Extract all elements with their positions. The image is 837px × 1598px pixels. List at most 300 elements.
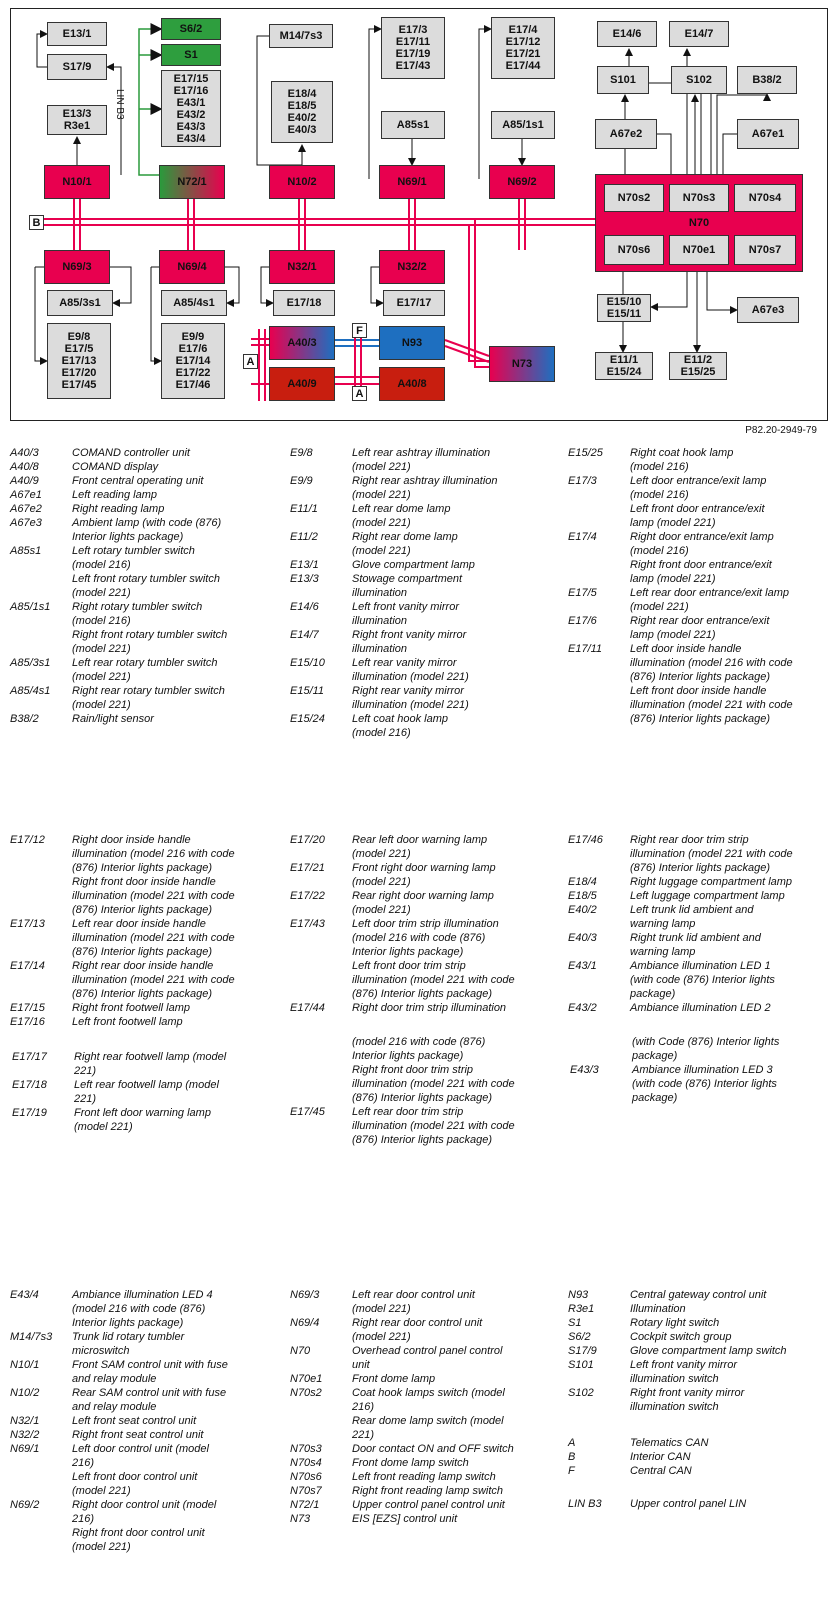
node-a67e3: A67e3 — [737, 297, 799, 323]
legend-code: N93 — [568, 1289, 589, 1301]
wire — [657, 134, 671, 174]
node-a85-1s1: A85/1s1 — [491, 111, 555, 139]
node-e17-4-group: E17/4 E17/12 E17/21 E17/44 — [491, 17, 555, 79]
legend-description: Left door entrance/exit lamp (model 216) Left front door entrance/exit lamp (model 221) — [630, 475, 767, 529]
legend-entry — [290, 833, 562, 861]
legend-description: Ambiance illumination LED 3 (with code (876) Interior lights package) — [632, 1064, 777, 1104]
legend-code: M14/7s3 — [10, 1331, 53, 1343]
node-e18-group: E18/4 E18/5 E40/2 E40/3 — [271, 81, 333, 143]
legend-code: S102 — [568, 1387, 594, 1399]
legend-code: R3e1 — [568, 1303, 595, 1315]
legend-entry — [570, 1063, 837, 1105]
legend-col-4 — [10, 833, 282, 1029]
legend-entry — [568, 1386, 837, 1414]
legend-description: Right rear footwell lamp (model 221) — [74, 1051, 227, 1077]
legend-col-9c — [568, 1497, 837, 1511]
legend-code: A — [568, 1437, 576, 1449]
legend-entry — [568, 1001, 837, 1015]
legend-description: Left rotary tumbler switch (model 216) Left front rotary tumbler switch (model 221) — [72, 545, 220, 599]
node-e11-1-group: E11/1 E15/24 — [595, 352, 653, 380]
legend-code: N69/3 — [290, 1289, 320, 1301]
legend-entry — [568, 875, 837, 889]
legend-entry — [290, 1316, 562, 1344]
node-n70s7: N70s7 — [734, 235, 796, 265]
legend-code: N70s3 — [290, 1443, 322, 1455]
node-e14-7: E14/7 — [669, 21, 729, 47]
node-a85-3s1: A85/3s1 — [47, 290, 113, 316]
legend-description: Illumination — [630, 1303, 686, 1315]
node-e13-1: E13/1 — [47, 22, 107, 46]
legend-description: Right luggage compartment lamp — [630, 876, 793, 888]
legend-code: E43/4 — [10, 1289, 39, 1301]
legend-description: Right rear vanity mirror illumination (model 221) — [352, 685, 469, 711]
legend-code: N70s2 — [290, 1387, 322, 1399]
legend-description: Front central operating unit — [72, 475, 204, 487]
wire — [107, 67, 121, 175]
legend-description: Left door inside handle illumination (model 216 with code (876) Interior lights package) Left front door inside handle illumination (model 221 with code (876) Interior lights package) — [630, 643, 793, 725]
node-n10-2: N10/2 — [269, 165, 335, 199]
node-s102: S102 — [671, 66, 727, 94]
legend-entry — [568, 903, 837, 931]
legend-description: Right rear door entrance/exit lamp (model 221) — [630, 615, 770, 641]
legend-entry — [10, 917, 282, 959]
legend-entry — [568, 1450, 837, 1464]
legend-entry — [10, 1428, 282, 1442]
legend-entry — [10, 474, 282, 488]
legend-entry — [568, 889, 837, 903]
legend-code: A85s1 — [10, 545, 42, 557]
legend-entry — [568, 1358, 837, 1386]
legend-code: E9/9 — [290, 475, 313, 487]
legend-entry — [568, 1497, 837, 1511]
legend-entry — [10, 446, 282, 460]
legend-entry — [10, 656, 282, 684]
legend-description: Interior CAN — [630, 1451, 691, 1463]
legend-code: S17/9 — [568, 1345, 597, 1357]
node-n69-3: N69/3 — [44, 250, 110, 284]
legend-entry — [568, 1464, 837, 1478]
legend-code: N70 — [290, 1345, 311, 1357]
node-n70s4: N70s4 — [734, 184, 796, 212]
legend-entry — [10, 544, 282, 600]
legend-description: Right rear door control unit (model 221) — [352, 1317, 483, 1343]
legend-description: Trunk lid rotary tumbler microswitch — [72, 1331, 185, 1357]
legend-description: Left rear dome lamp (model 221) — [352, 503, 451, 529]
legend-code: S1 — [568, 1317, 582, 1329]
legend-code: E14/7 — [290, 629, 319, 641]
legend-description: Right front footwell lamp — [72, 1002, 190, 1014]
legend-code: E43/2 — [568, 1002, 597, 1014]
legend-entry — [12, 1106, 284, 1134]
legend-entry — [10, 1414, 282, 1428]
legend-description: Rear right door warning lamp (model 221) — [352, 890, 494, 916]
legend-entry — [290, 446, 562, 474]
legend-code: A85/4s1 — [10, 685, 51, 697]
legend-description: Glove compartment lamp — [352, 559, 475, 571]
legend-code: E17/12 — [10, 834, 45, 846]
legend-code: E14/6 — [290, 601, 319, 613]
legend-entry — [10, 1358, 282, 1386]
legend-code: S6/2 — [568, 1331, 591, 1343]
legend-code: E17/46 — [568, 834, 603, 846]
legend-description: Ambiance illumination LED 2 — [630, 1002, 771, 1014]
node-a85-4s1: A85/4s1 — [161, 290, 227, 316]
legend-col-1 — [10, 446, 282, 726]
legend-description: Upper control panel control unit — [352, 1499, 505, 1511]
legend-entry — [290, 1344, 562, 1372]
legend-code: E11/2 — [290, 531, 318, 543]
legend-code: F — [568, 1465, 575, 1477]
legend-code: E43/3 — [570, 1064, 599, 1076]
legend-description: Left rear footwell lamp (model 221) — [74, 1079, 219, 1105]
legend-entry — [10, 516, 282, 544]
figure-reference: P82.20-2949-79 — [745, 425, 817, 436]
legend-entry — [12, 1078, 284, 1106]
legend-code: E11/1 — [290, 503, 318, 515]
legend-description: Right rotary tumbler switch (model 216) Right front rotary tumbler switch (model 221) — [72, 601, 228, 655]
legend-description: Left door control unit (model 216) Left front door control unit (model 221) — [72, 1443, 209, 1497]
legend-entry — [10, 684, 282, 712]
legend-entry — [290, 917, 562, 1001]
legend-entry — [10, 600, 282, 656]
legend-entry — [10, 502, 282, 516]
node-a67e1: A67e1 — [737, 119, 799, 149]
legend-entry — [290, 1035, 562, 1105]
legend-entry — [290, 474, 562, 502]
legend-entry — [568, 1330, 837, 1344]
legend-code — [570, 1035, 632, 1063]
node-e17-17: E17/17 — [383, 290, 445, 316]
legend-description: Left trunk lid ambient and warning lamp — [630, 904, 754, 930]
legend-description: Rear left door warning lamp (model 221) — [352, 834, 488, 860]
legend-code: E17/16 — [10, 1016, 45, 1028]
legend-code: A40/8 — [10, 461, 39, 473]
legend-description: Glove compartment lamp switch — [630, 1345, 787, 1357]
bus-label-a-bottom: A — [352, 386, 367, 401]
legend-code: N32/1 — [10, 1415, 40, 1427]
legend-entry — [290, 712, 562, 740]
legend-entry — [290, 1456, 562, 1470]
node-s101: S101 — [597, 66, 649, 94]
legend-code: E17/6 — [568, 615, 597, 627]
legend-entry — [290, 1442, 562, 1456]
legend-code: E40/2 — [568, 904, 597, 916]
legend-entry — [290, 656, 562, 684]
legend-entry — [290, 861, 562, 889]
legend-entry — [12, 1050, 284, 1078]
legend-description: Right front seat control unit — [72, 1429, 204, 1441]
wire — [479, 29, 491, 179]
legend-description: Left luggage compartment lamp — [630, 890, 785, 902]
legend-description: Right rear door inside handle illumination (model 221 with code (876) Interior lights package) — [72, 960, 235, 1000]
legend-entry — [568, 1302, 837, 1316]
legend-description: Front left door warning lamp (model 221) — [74, 1107, 211, 1133]
legend-entry — [10, 1442, 282, 1498]
node-n69-1: N69/1 — [379, 165, 445, 199]
legend-description: Upper control panel LIN — [630, 1498, 747, 1510]
node-b38-2: B38/2 — [737, 66, 797, 94]
node-e17-18: E17/18 — [273, 290, 335, 316]
legend-entry — [290, 1498, 562, 1512]
legend-description: Right reading lamp — [72, 503, 165, 515]
legend-col-8 — [290, 1288, 562, 1526]
legend-entry — [570, 1035, 837, 1063]
legend-entry — [568, 931, 837, 959]
legend-description: Front right door warning lamp (model 221) — [352, 862, 496, 888]
node-s1: S1 — [161, 44, 221, 66]
legend-entry — [290, 1484, 562, 1498]
can-b-n73 — [469, 225, 489, 361]
legend-entry — [290, 600, 562, 628]
legend-description: Left reading lamp — [72, 489, 157, 501]
legend-description: Right door entrance/exit lamp (model 216) Right front door entrance/exit lamp (model 221) — [630, 531, 774, 585]
legend-description: Telematics CAN — [630, 1437, 709, 1449]
legend-description: Coat hook lamps switch (model 216) Rear dome lamp switch (model 221) — [352, 1387, 505, 1441]
legend-code: A67e1 — [10, 489, 42, 501]
legend-code: E17/43 — [290, 918, 325, 930]
legend-code — [290, 1035, 352, 1105]
legend-code: E15/11 — [290, 685, 325, 697]
legend-description: Left rear door control unit (model 221) — [352, 1289, 475, 1315]
legend-description: Stowage compartment illumination — [352, 573, 463, 599]
legend-entry — [568, 586, 837, 614]
legend-col-6b — [570, 1035, 837, 1105]
legend-description: Right front reading lamp switch — [352, 1485, 504, 1497]
legend-description: Left rear door entrance/exit lamp (model 221) — [630, 587, 789, 613]
node-a40-3: A40/3 — [269, 326, 335, 360]
node-n73: N73 — [489, 346, 555, 382]
legend-code: E17/21 — [290, 862, 325, 874]
legend-description: Right rear ashtray illumination (model 221) — [352, 475, 498, 501]
legend-code: B — [568, 1451, 576, 1463]
legend-description: Right coat hook lamp (model 216) — [630, 447, 734, 473]
node-n69-4: N69/4 — [159, 250, 225, 284]
legend-description: Central CAN — [630, 1465, 692, 1477]
node-n69-2: N69/2 — [489, 165, 555, 199]
legend-entry — [568, 1344, 837, 1358]
legend-code: A85/3s1 — [10, 657, 51, 669]
legend-entry — [568, 1436, 837, 1450]
legend-entry — [290, 889, 562, 917]
lin-b3-label: LIN B3 — [114, 89, 125, 120]
legend-col-2 — [290, 446, 562, 740]
legend-entry — [568, 833, 837, 875]
legend-entry — [10, 1330, 282, 1358]
legend-entry — [10, 488, 282, 502]
legend-description: Left rear ashtray illumination (model 221) — [352, 447, 491, 473]
legend-entry — [10, 1498, 282, 1554]
legend-description: Right rear dome lamp (model 221) — [352, 531, 458, 557]
legend-code: E13/3 — [290, 573, 319, 585]
lin-line — [139, 29, 161, 175]
legend-description: Left rear rotary tumbler switch (model 221) — [72, 657, 218, 683]
legend-code: A85/1s1 — [10, 601, 51, 613]
legend-code: E15/10 — [290, 657, 325, 669]
legend-entry — [10, 460, 282, 474]
node-lin-group: E17/15 E17/16 E43/1 E43/2 E43/3 E43/4 — [161, 70, 221, 147]
wire — [707, 272, 737, 310]
legend-entry — [568, 642, 837, 726]
legend-col-9b — [568, 1436, 837, 1478]
legend-col-4b — [12, 1050, 284, 1134]
legend-entry — [290, 1386, 562, 1442]
node-n32-1: N32/1 — [269, 250, 335, 284]
legend-description: Left front reading lamp switch — [352, 1471, 496, 1483]
legend-code: N10/1 — [10, 1359, 40, 1371]
legend-description: Right door inside handle illumination (model 216 with code (876) Interior lights package) Right front door inside handle illumination (model 221 with code (876) Interior lights package) — [72, 834, 235, 916]
legend-entry — [568, 959, 837, 1001]
legend-entry — [10, 833, 282, 917]
legend-entry — [10, 1001, 282, 1015]
legend-code: N70s6 — [290, 1471, 322, 1483]
node-e13-3: E13/3 R3e1 — [47, 105, 107, 135]
node-e17-3-group: E17/3 E17/11 E17/19 E17/43 — [381, 17, 445, 79]
node-n93: N93 — [379, 326, 445, 360]
legend-code: E17/13 — [10, 918, 45, 930]
node-n70s3: N70s3 — [669, 184, 729, 212]
legend-code: E17/11 — [568, 643, 603, 655]
legend-description: Left rear door trim strip illumination (model 221 with code (876) Interior lights package) — [352, 1106, 515, 1146]
legend-description: Left front footwell lamp — [72, 1016, 183, 1028]
legend-code: E40/3 — [568, 932, 597, 944]
node-e9-8-group: E9/8 E17/5 E17/13 E17/20 E17/45 — [47, 323, 111, 399]
legend-description: Rotary light switch — [630, 1317, 720, 1329]
legend-code: B38/2 — [10, 713, 39, 725]
legend-code: N70s4 — [290, 1457, 322, 1469]
legend-code: A67e2 — [10, 503, 42, 515]
legend-entry — [10, 1288, 282, 1330]
legend-description: Left door trim strip illumination (model 216 with code (876) Interior lights package) Left front door trim strip illumination (model 221 with code (876) Interior lights package) — [352, 918, 515, 1000]
legend-description: COMAND controller unit — [72, 447, 190, 459]
legend-description: Door contact ON and OFF switch — [352, 1443, 514, 1455]
n70-label: N70 — [688, 217, 710, 229]
can-b-n73 — [475, 219, 489, 367]
wire — [37, 34, 47, 67]
legend-entry — [290, 1001, 562, 1015]
legend-description: Ambiance illumination LED 4 (model 216 with code (876) Interior lights package) — [72, 1289, 213, 1329]
legend-code: N73 — [290, 1513, 311, 1525]
legend-description: Left coat hook lamp (model 216) — [352, 713, 449, 739]
legend-description: Left front seat control unit — [72, 1415, 197, 1427]
legend-entry — [290, 1288, 562, 1316]
legend-code: A40/9 — [10, 475, 39, 487]
legend-description: Rear SAM control unit with fuse and relay module — [72, 1387, 227, 1413]
legend-description: Front SAM control unit with fuse and relay module — [72, 1359, 228, 1385]
legend-code: E43/1 — [568, 960, 597, 972]
legend-code: E17/14 — [10, 960, 45, 972]
node-s6-2: S6/2 — [161, 18, 221, 40]
legend-entry — [10, 1015, 282, 1029]
legend-code: E17/4 — [568, 531, 597, 543]
legend-entry — [568, 614, 837, 642]
legend-code: E15/24 — [290, 713, 325, 725]
legend-code: LIN B3 — [568, 1498, 602, 1510]
wire — [110, 267, 131, 303]
bus-label-b: B — [29, 215, 44, 230]
legend-code: E17/18 — [12, 1079, 47, 1091]
legend-entry — [568, 446, 837, 474]
legend-code: E17/20 — [290, 834, 325, 846]
node-m14-7s3: M14/7s3 — [269, 24, 333, 48]
legend-description: Ambiance illumination LED 1 (with code (876) Interior lights package) — [630, 960, 775, 1000]
legend-entry — [290, 1470, 562, 1484]
legend-code: E13/1 — [290, 559, 319, 571]
legend-code: E18/4 — [568, 876, 597, 888]
legend-description: Left front vanity mirror illumination switch — [630, 1359, 737, 1385]
bus-label-f: F — [352, 323, 367, 338]
legend-code: N10/2 — [10, 1387, 40, 1399]
legend-entry — [290, 1105, 562, 1147]
node-n32-2: N32/2 — [379, 250, 445, 284]
legend-description: Left rear door inside handle illumination (model 221 with code (876) Interior lights package) — [72, 918, 235, 958]
legend-entry — [10, 1386, 282, 1414]
legend-entry — [568, 1288, 837, 1302]
node-n70s2: N70s2 — [604, 184, 664, 212]
legend-description: Left rear vanity mirror illumination (model 221) — [352, 657, 469, 683]
legend-description: Right rear rotary tumbler switch (model 221) — [72, 685, 225, 711]
legend-description: Right door trim strip illumination — [352, 1002, 507, 1014]
legend-code: N32/2 — [10, 1429, 40, 1441]
node-e15-10-group: E15/10 E15/11 — [597, 294, 651, 322]
legend-description: Central gateway control unit — [630, 1289, 767, 1301]
legend-code: N72/1 — [290, 1499, 320, 1511]
legend-entry — [568, 474, 837, 530]
legend-code: E17/3 — [568, 475, 597, 487]
legend-entry — [290, 684, 562, 712]
legend-entry — [290, 502, 562, 530]
wiring-diagram — [10, 8, 828, 421]
legend-description: Cockpit switch group — [630, 1331, 732, 1343]
legend-code: E17/45 — [290, 1106, 325, 1118]
legend-code: S101 — [568, 1359, 594, 1371]
legend-code: E17/44 — [290, 1002, 325, 1014]
bus-label-a-left: A — [243, 354, 258, 369]
legend-entry — [568, 530, 837, 586]
legend-col-6 — [568, 833, 837, 1015]
wire — [225, 267, 239, 303]
legend-description: EIS [EZS] control unit — [352, 1513, 458, 1525]
legend-code: E17/19 — [12, 1107, 47, 1119]
legend-col-7 — [10, 1288, 282, 1554]
wire — [651, 272, 687, 307]
node-n70e1: N70e1 — [669, 235, 729, 265]
legend-code: A40/3 — [10, 447, 39, 459]
legend-col-3 — [568, 446, 837, 726]
legend-col-5 — [290, 833, 562, 1015]
legend-code: N70e1 — [290, 1373, 323, 1385]
legend-description: Right door control unit (model 216) Right front door control unit (model 221) — [72, 1499, 217, 1553]
legend-col-5b — [290, 1035, 562, 1147]
legend-code: E17/5 — [568, 587, 597, 599]
node-a40-8: A40/8 — [379, 367, 445, 401]
legend-description: Overhead control panel control unit — [352, 1345, 503, 1371]
node-e14-6: E14/6 — [597, 21, 657, 47]
legend-code: E17/17 — [12, 1051, 47, 1063]
legend-description: (with Code (876) Interior lights package) — [632, 1036, 780, 1062]
legend-code: N69/1 — [10, 1443, 40, 1455]
legend-code: N69/4 — [290, 1317, 320, 1329]
legend-code: N70s7 — [290, 1485, 322, 1497]
wire — [723, 134, 737, 174]
node-n72-1: N72/1 — [159, 165, 225, 199]
legend-description: COMAND display — [72, 461, 159, 473]
node-e11-2-group: E11/2 E15/25 — [669, 352, 727, 380]
legend-code: E18/5 — [568, 890, 597, 902]
legend-description: (model 216 with code (876) Interior lights package) Right front door trim strip illumination (model 221 with code (876) Interior lights package) — [352, 1036, 515, 1104]
node-n70s6: N70s6 — [604, 235, 664, 265]
legend-code: N69/2 — [10, 1499, 40, 1511]
node-a85s1: A85s1 — [381, 111, 445, 139]
